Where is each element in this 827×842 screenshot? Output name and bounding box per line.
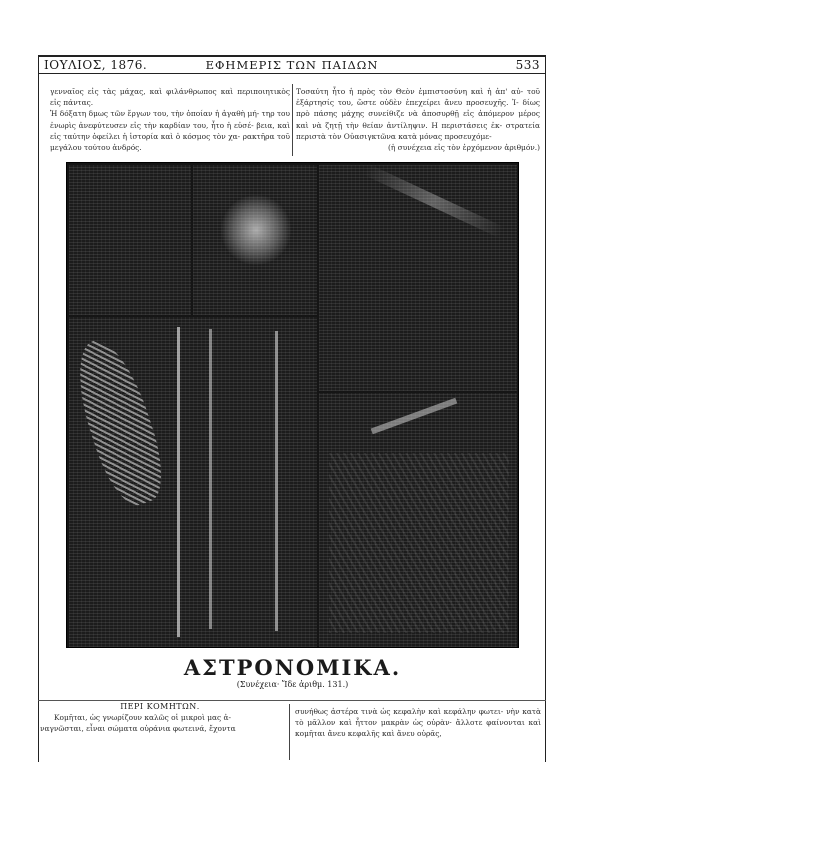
text-line: φαίνονται καὶ κομῆται ἄνευ κεφαλῆς καὶ ἄνευ οὐρᾶς, [295, 718, 541, 739]
text-line: μέρος καὶ νὰ ζητῇ τὴν θείαν ἀντίληψιν. Η περιστάσεις ἐκ- [296, 109, 540, 130]
continuation-note: (ἡ συνέχεια εἰς τὸν ἐρχόμενον ἀριθμόν.) [388, 143, 540, 153]
top-right-column [296, 86, 540, 153]
text-line: εἰς πάντας. [50, 98, 94, 108]
text-line: Κομῆται, ὡς γνωρίζουν καλῶς οἱ μικροὶ μας ἀ- [54, 713, 231, 722]
text-line: τηρ του ἐνωρὶς ἀνεφύτευσεν εἰς τὴν καρδίαν του, ἦτο ἡ εὐσέ- [50, 109, 290, 130]
text-line: νὴν κατὰ τὸ μᾶλλον καὶ ἧττον μακρὰν ὡς οὐρὰν· ἄλλοτε [295, 707, 541, 728]
header-date: ΙΟΥΛΙΟΣ, 1876. [44, 58, 148, 72]
engraving-panel [69, 317, 317, 647]
engraving-panel [319, 165, 517, 391]
text-line: Ἡ δόξατη δμως τῶν ἔργων του, τὴν ὁποίαν ἡ ἀγαθὴ μή- [50, 109, 260, 119]
text-line: ρακτῆρα τοῦ μεγάλου τούτου ἀνδρός. [50, 131, 290, 153]
article-heading: ΠΕΡΙ ΚΟΜΗΤΩΝ. [120, 702, 200, 711]
engraving-panel [319, 393, 517, 647]
section-subtitle: (Συνέχεια· Ἴδε ἀριθμ. 131.) [236, 680, 349, 689]
engraving-panel [69, 165, 191, 315]
text-line: στρατεία περιστὰ τὸν Οὐασιγκτῶνα κατὰ μόνας προσευχόμε- [296, 120, 541, 141]
page-header [38, 58, 546, 74]
text-line: γενναῖος εἰς τὰς μάχας, καὶ φιλάνθρωπος καὶ περιποιητικὸς [50, 87, 290, 96]
section-rule [38, 700, 546, 701]
bottom-right-column [295, 706, 541, 740]
text-line: Τοσαύτη ἦτο ἡ πρὸς τὸν Θεὸν ἐμπιστοσύνη καὶ ἡ ἀπ' αὐ- [296, 87, 524, 96]
text-line: συνήθως ἀστέρα τινὰ ὡς κεφαλὴν καὶ κεφάλην φωτει- [295, 707, 504, 716]
column-divider [292, 84, 293, 156]
top-left-column [50, 86, 290, 153]
column-divider [289, 704, 290, 760]
comet-engraving-icon [66, 162, 519, 648]
section-title: ΑΣΤΡΟΝΟΜΙΚΑ. [183, 655, 402, 680]
text-line: ναγνῶσται, εἶναι σώματα οὐράνια φωτεινά, ἔχοντα [40, 724, 236, 734]
header-title: ΕΦΗΜΕΡΙΣ ΤΩΝ ΠΑΙΔΩΝ [205, 58, 379, 72]
engraving-panel [193, 165, 317, 315]
bottom-left-column [40, 712, 280, 734]
text-line: βεια, καὶ εἰς ταύτην ὀφείλει ἡ ἱστορία καὶ ὁ κόσμος τὸν χα- [50, 120, 291, 141]
text-line: τοῦ ἐξάρτησίς του, ὥστε οὐδὲν ἐπεχείρει ἄνευ προσευχῆς. Ἰ- [296, 87, 541, 108]
text-line: δίως πρὸ πάσης μάχης συνείθιζε νὰ ἀποσυρθῇ εἰς ἀπόμερον [296, 98, 540, 119]
header-page-number: 533 [515, 58, 540, 72]
